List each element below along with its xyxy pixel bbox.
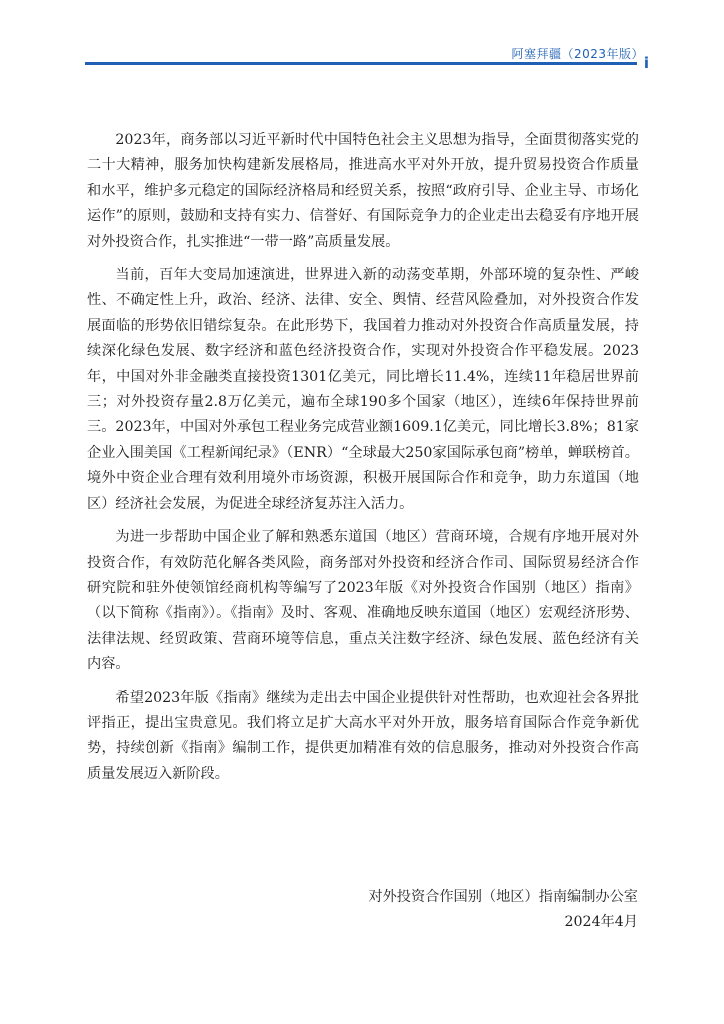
signature-office: 对外投资合作国别（地区）指南编制办公室 <box>368 889 638 905</box>
signature-date: 2024年4月 <box>564 914 638 931</box>
header-title: 阿塞拜疆（2023年版） <box>511 47 644 61</box>
preface-body <box>87 128 639 795</box>
page-number: i <box>643 54 649 72</box>
paragraph: 为进一步帮助中国企业了解和熟悉东道国（地区）营商环境，合规有序地开展对外投资合作，有效防范化解各类风险，商务部对外投资和经济合作司、国际贸易经济合作研究院和驻外使领馆经商机构等编写了2023年版《对外投资合作国别（地区）指南》（以下简称《指南》）。《指南》及时、客观、准确地反映东道国（地区）宏观经济形势、法律法规、经贸政策、营商环境等信息，重点关注数字经济、绿色发展、蓝色经济有关内容。 <box>87 529 639 673</box>
paragraph: 2023年，商务部以习近平新时代中国特色社会主义思想为指导，全面贯彻落实党的二十大精神，服务加快构建新发展格局，推进高水平对外开放，提升贸易投资合作质量和水平，维护多元稳定的国际经济格局和经贸关系，按照“政府引导、企业主导、市场化运作”的原则，鼓励和支持有实力、信誉好、有国际竞争力的企业走出去稳妥有序地开展对外投资合作，扎实推进“一带一路”高质量发展。 <box>87 132 639 250</box>
header-rule <box>85 62 637 65</box>
paragraph: 希望2023年版《指南》继续为走出去中国企业提供针对性帮助，也欢迎社会各界批评指正，提出宝贵意见。我们将立足扩大高水平对外开放，服务培育国际合作竞争新优势，持续创新《指南》编制工作，提供更加精准有效的信息服务，推动对外投资合作高质量发展迈入新阶段。 <box>87 689 639 782</box>
paragraph: 当前，百年大变局加速演进，世界进入新的动荡变革期，外部环境的复杂性、严峻性、不确定性上升，政治、经济、法律、安全、舆情、经营风险叠加，对外投资合作发展面临的形势依旧错综复杂。在此形势下，我国着力推动对外投资合作高质量发展，持续深化绿色发展、数字经济和蓝色经济投资合作，实现对外投资合作平稳发展。2023年，中国对外非金融类直接投资1301亿美元，同比增长11.4%，连续11年稳居世界前三；对外投资存量2.8万亿美元，遍布全球190多个国家（地区），连续6年保持世界前三。2023年，中国对外承包工程业务完成营业额1609.1亿美元，同比增长3.8%；81家企业入围美国《工程新闻纪录》（ENR）“全球最大250家国际承包商”榜单，蝉联榜首。境外中资企业合理有效利用境外市场资源，积极开展国际合作和竞争，助力东道国（地区）经济社会发展，为促进全球经济复苏注入活力。 <box>87 267 639 512</box>
signature-block <box>368 885 638 936</box>
